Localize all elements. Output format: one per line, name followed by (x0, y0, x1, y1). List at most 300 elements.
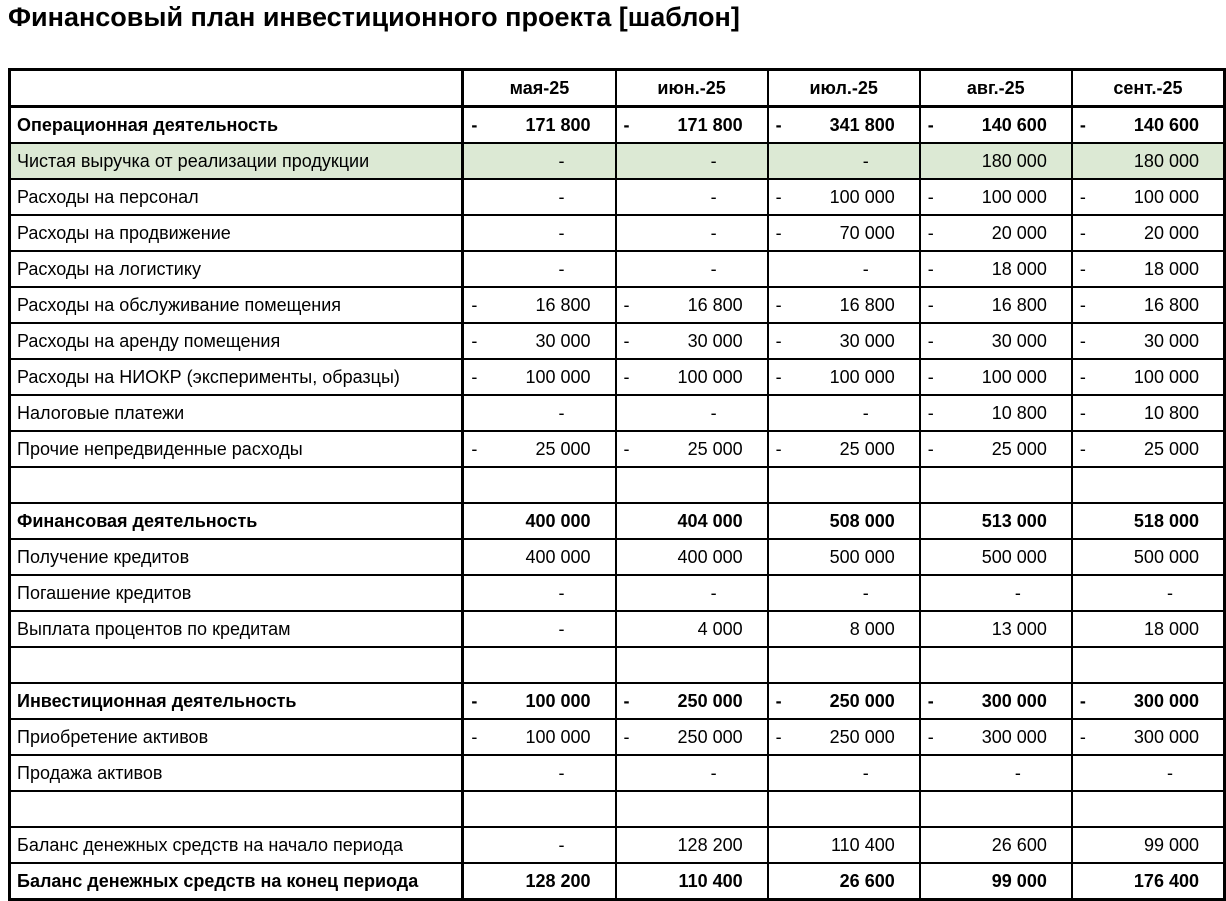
cell-amount: 140 600 (981, 114, 1047, 135)
minus-sign: - (1079, 222, 1086, 243)
value-cell-loans-repayment-col0[interactable] (463, 575, 616, 611)
minus-sign: - (623, 690, 630, 711)
cell-amount: 100 000 (525, 726, 591, 747)
row-label-spacer-3[interactable] (10, 791, 463, 827)
table-row-asset-sale (10, 755, 1225, 791)
minus-sign: - (623, 294, 630, 315)
zero-dash: - (710, 402, 717, 423)
value-cell-personnel-costs-col1[interactable] (616, 179, 768, 215)
value-cell-financial-activity-col0[interactable] (463, 503, 616, 539)
cell-amount: 20 000 (1143, 222, 1199, 243)
cell-amount: 404 000 (677, 510, 743, 531)
value-cell-asset-sale-col4[interactable] (1072, 755, 1225, 791)
cell-amount: 25 000 (535, 438, 591, 459)
zero-dash: - (710, 186, 717, 207)
value-cell-net-revenue-col1[interactable] (616, 143, 768, 179)
cell-amount: 500 000 (829, 546, 895, 567)
table-row-asset-acquisition (10, 719, 1225, 755)
cell-amount: 180 000 (981, 150, 1047, 171)
cell-amount: 30 000 (1143, 330, 1199, 351)
value-cell-tax-payments-col1[interactable] (616, 395, 768, 431)
table-row-spacer-1 (10, 467, 1225, 503)
minus-sign: - (927, 114, 934, 135)
table-row-maintenance-costs (10, 287, 1225, 323)
row-label-maintenance-costs[interactable]: Расходы на обслуживание помещения (10, 287, 463, 323)
value-cell-asset-sale-col1[interactable] (616, 755, 768, 791)
minus-sign: - (1079, 258, 1086, 279)
value-cell-net-revenue-col2[interactable] (768, 143, 920, 179)
value-cell-spacer-1-col2[interactable] (768, 467, 920, 503)
minus-sign: - (471, 366, 478, 387)
cell-amount: 508 000 (829, 510, 895, 531)
minus-sign: - (775, 330, 782, 351)
value-cell-interest-payments-col2[interactable] (768, 611, 920, 647)
cell-amount: 16 800 (687, 294, 743, 315)
value-cell-interest-payments-col4[interactable] (1072, 611, 1225, 647)
value-cell-tax-payments-col0[interactable] (463, 395, 616, 431)
row-label-balance-start[interactable]: Баланс денежных средств на начало периода (10, 827, 463, 863)
minus-sign: - (471, 330, 478, 351)
value-cell-balance-end-col1[interactable] (616, 863, 768, 900)
value-cell-spacer-1-col0[interactable] (463, 467, 616, 503)
cell-amount: 300 000 (981, 690, 1047, 711)
row-label-promotion-costs[interactable]: Расходы на продвижение (10, 215, 463, 251)
cell-amount: 400 000 (677, 546, 743, 567)
value-cell-maintenance-costs-col3[interactable] (920, 287, 1072, 323)
zero-dash: - (710, 582, 717, 603)
row-label-loans-repayment[interactable]: Погашение кредитов (10, 575, 463, 611)
minus-sign: - (927, 186, 934, 207)
value-cell-asset-sale-col0[interactable] (463, 755, 616, 791)
minus-sign: - (471, 114, 478, 135)
cell-amount: 250 000 (829, 690, 895, 711)
cell-amount: 18 000 (991, 258, 1047, 279)
zero-dash: - (862, 582, 869, 603)
value-cell-spacer-3-col1[interactable] (616, 791, 768, 827)
value-cell-asset-acquisition-col4[interactable] (1072, 719, 1225, 755)
financial-plan-table (8, 68, 1226, 901)
value-cell-balance-end-col2[interactable] (768, 863, 920, 900)
zero-dash: - (558, 618, 565, 639)
zero-dash: - (862, 258, 869, 279)
cell-amount: 8 000 (849, 618, 895, 639)
minus-sign: - (775, 186, 782, 207)
value-cell-spacer-2-col4[interactable] (1072, 647, 1225, 683)
minus-sign: - (927, 222, 934, 243)
value-cell-promotion-costs-col3[interactable] (920, 215, 1072, 251)
cell-amount: 100 000 (1133, 186, 1199, 207)
value-cell-balance-end-col3[interactable] (920, 863, 1072, 900)
zero-dash: - (1014, 582, 1021, 603)
cell-amount: 250 000 (677, 726, 743, 747)
value-cell-balance-start-col0[interactable] (463, 827, 616, 863)
value-cell-investment-activity-col0[interactable] (463, 683, 616, 719)
zero-dash: - (558, 258, 565, 279)
value-cell-balance-start-col1[interactable] (616, 827, 768, 863)
minus-sign: - (775, 294, 782, 315)
value-cell-promotion-costs-col2[interactable] (768, 215, 920, 251)
row-label-operating-activity[interactable]: Операционная деятельность (10, 107, 463, 144)
value-cell-balance-start-col3[interactable] (920, 827, 1072, 863)
cell-amount: 513 000 (981, 510, 1047, 531)
value-cell-spacer-3-col4[interactable] (1072, 791, 1225, 827)
cell-amount: 100 000 (829, 186, 895, 207)
value-cell-loans-repayment-col4[interactable] (1072, 575, 1225, 611)
cell-amount: 110 400 (831, 834, 895, 855)
value-cell-net-revenue-col4[interactable] (1072, 143, 1225, 179)
value-cell-maintenance-costs-col2[interactable] (768, 287, 920, 323)
value-cell-operating-activity-col3[interactable] (920, 107, 1072, 144)
value-cell-rent-costs-col1[interactable] (616, 323, 768, 359)
column-header-month-4[interactable]: сент.-25 (1072, 70, 1225, 107)
column-header-month-0[interactable]: мая-25 (463, 70, 616, 107)
cell-amount: 110 400 (678, 870, 743, 891)
cell-amount: 300 000 (1133, 726, 1199, 747)
cell-amount: 500 000 (981, 546, 1047, 567)
minus-sign: - (471, 726, 478, 747)
value-cell-tax-payments-col3[interactable] (920, 395, 1072, 431)
row-label-investment-activity[interactable]: Инвестиционная деятельность (10, 683, 463, 719)
cell-amount: 100 000 (525, 690, 591, 711)
minus-sign: - (1079, 366, 1086, 387)
value-cell-net-revenue-col0[interactable] (463, 143, 616, 179)
zero-dash: - (558, 762, 565, 783)
minus-sign: - (623, 366, 630, 387)
cell-amount: 70 000 (839, 222, 895, 243)
zero-dash: - (558, 582, 565, 603)
value-cell-balance-start-col2[interactable] (768, 827, 920, 863)
value-cell-logistics-costs-col3[interactable] (920, 251, 1072, 287)
row-label-financial-activity[interactable]: Финансовая деятельность (10, 503, 463, 539)
minus-sign: - (1079, 402, 1086, 423)
value-cell-loans-received-col2[interactable] (768, 539, 920, 575)
minus-sign: - (775, 690, 782, 711)
value-cell-promotion-costs-col1[interactable] (616, 215, 768, 251)
cell-amount: 16 800 (839, 294, 895, 315)
value-cell-personnel-costs-col3[interactable] (920, 179, 1072, 215)
value-cell-spacer-3-col0[interactable] (463, 791, 616, 827)
value-cell-logistics-costs-col1[interactable] (616, 251, 768, 287)
value-cell-maintenance-costs-col0[interactable] (463, 287, 616, 323)
value-cell-tax-payments-col2[interactable] (768, 395, 920, 431)
value-cell-other-costs-col2[interactable] (768, 431, 920, 467)
row-label-balance-end[interactable]: Баланс денежных средств на конец периода (10, 863, 463, 900)
value-cell-spacer-2-col3[interactable] (920, 647, 1072, 683)
value-cell-spacer-1-col1[interactable] (616, 467, 768, 503)
value-cell-operating-activity-col0[interactable] (463, 107, 616, 144)
table-row-loans-repayment (10, 575, 1225, 611)
value-cell-rnd-costs-col0[interactable] (463, 359, 616, 395)
cell-amount: 30 000 (839, 330, 895, 351)
row-label-asset-acquisition[interactable]: Приобретение активов (10, 719, 463, 755)
value-cell-logistics-costs-col0[interactable] (463, 251, 616, 287)
table-row-rent-costs (10, 323, 1225, 359)
value-cell-financial-activity-col3[interactable] (920, 503, 1072, 539)
zero-dash: - (1014, 762, 1021, 783)
value-cell-spacer-3-col2[interactable] (768, 791, 920, 827)
value-cell-rnd-costs-col3[interactable] (920, 359, 1072, 395)
value-cell-rent-costs-col4[interactable] (1072, 323, 1225, 359)
row-label-rnd-costs[interactable]: Расходы на НИОКР (эксперименты, образцы) (10, 359, 463, 395)
zero-dash: - (862, 762, 869, 783)
row-label-spacer-2[interactable] (10, 647, 463, 683)
zero-dash: - (558, 834, 565, 855)
minus-sign: - (1079, 186, 1086, 207)
value-cell-net-revenue-col3[interactable] (920, 143, 1072, 179)
value-cell-investment-activity-col4[interactable] (1072, 683, 1225, 719)
minus-sign: - (775, 114, 782, 135)
cell-amount: 500 000 (1133, 546, 1199, 567)
value-cell-personnel-costs-col2[interactable] (768, 179, 920, 215)
value-cell-interest-payments-col1[interactable] (616, 611, 768, 647)
cell-amount: 18 000 (1143, 258, 1199, 279)
value-cell-other-costs-col3[interactable] (920, 431, 1072, 467)
column-header-month-1[interactable]: июн.-25 (616, 70, 768, 107)
table-row-spacer-2 (10, 647, 1225, 683)
column-header-month-2[interactable]: июл.-25 (768, 70, 920, 107)
minus-sign: - (927, 690, 934, 711)
minus-sign: - (623, 438, 630, 459)
table-row-net-revenue (10, 143, 1225, 179)
table-row-interest-payments (10, 611, 1225, 647)
value-cell-asset-sale-col3[interactable] (920, 755, 1072, 791)
table-row-investment-activity (10, 683, 1225, 719)
row-label-loans-received[interactable]: Получение кредитов (10, 539, 463, 575)
table-row-other-costs (10, 431, 1225, 467)
minus-sign: - (927, 294, 934, 315)
value-cell-asset-acquisition-col3[interactable] (920, 719, 1072, 755)
cell-amount: 100 000 (525, 366, 591, 387)
cell-amount: 250 000 (677, 690, 743, 711)
zero-dash: - (558, 186, 565, 207)
cell-amount: 128 200 (525, 870, 591, 891)
value-cell-spacer-2-col0[interactable] (463, 647, 616, 683)
minus-sign: - (775, 222, 782, 243)
value-cell-logistics-costs-col2[interactable] (768, 251, 920, 287)
cell-amount: 30 000 (535, 330, 591, 351)
cell-amount: 171 800 (525, 114, 591, 135)
value-cell-loans-repayment-col2[interactable] (768, 575, 920, 611)
zero-dash: - (710, 150, 717, 171)
minus-sign: - (471, 294, 478, 315)
value-cell-maintenance-costs-col4[interactable] (1072, 287, 1225, 323)
minus-sign: - (1079, 726, 1086, 747)
table-row-balance-start (10, 827, 1225, 863)
cell-amount: 140 600 (1133, 114, 1199, 135)
cell-amount: 171 800 (677, 114, 743, 135)
cell-amount: 25 000 (687, 438, 743, 459)
row-label-spacer-1[interactable] (10, 467, 463, 503)
cell-amount: 300 000 (981, 726, 1047, 747)
value-cell-rnd-costs-col4[interactable] (1072, 359, 1225, 395)
zero-dash: - (1167, 762, 1173, 783)
value-cell-financial-activity-col4[interactable] (1072, 503, 1225, 539)
zero-dash: - (862, 402, 869, 423)
table-row-tax-payments (10, 395, 1225, 431)
minus-sign: - (1079, 438, 1086, 459)
minus-sign: - (927, 330, 934, 351)
zero-dash: - (558, 150, 565, 171)
minus-sign: - (1079, 294, 1086, 315)
page-title: Финансовый план инвестиционного проекта [шаблон] (8, 2, 740, 32)
minus-sign: - (623, 114, 630, 135)
cell-amount: 100 000 (829, 366, 895, 387)
value-cell-logistics-costs-col4[interactable] (1072, 251, 1225, 287)
value-cell-other-costs-col0[interactable] (463, 431, 616, 467)
minus-sign: - (927, 366, 934, 387)
corner-cell[interactable] (10, 70, 463, 107)
value-cell-balance-end-col0[interactable] (463, 863, 616, 900)
value-cell-personnel-costs-col0[interactable] (463, 179, 616, 215)
cell-amount: 25 000 (839, 438, 895, 459)
value-cell-asset-acquisition-col1[interactable] (616, 719, 768, 755)
value-cell-operating-activity-col2[interactable] (768, 107, 920, 144)
row-label-interest-payments[interactable]: Выплата процентов по кредитам (10, 611, 463, 647)
value-cell-asset-sale-col2[interactable] (768, 755, 920, 791)
value-cell-investment-activity-col2[interactable] (768, 683, 920, 719)
row-label-tax-payments[interactable]: Налоговые платежи (10, 395, 463, 431)
value-cell-investment-activity-col3[interactable] (920, 683, 1072, 719)
value-cell-balance-start-col4[interactable] (1072, 827, 1225, 863)
cell-amount: 26 600 (991, 834, 1047, 855)
value-cell-loans-repayment-col1[interactable] (616, 575, 768, 611)
row-label-logistics-costs[interactable]: Расходы на логистику (10, 251, 463, 287)
value-cell-loans-received-col1[interactable] (616, 539, 768, 575)
value-cell-promotion-costs-col0[interactable] (463, 215, 616, 251)
table-row-promotion-costs (10, 215, 1225, 251)
value-cell-maintenance-costs-col1[interactable] (616, 287, 768, 323)
minus-sign: - (623, 726, 630, 747)
value-cell-spacer-1-col3[interactable] (920, 467, 1072, 503)
value-cell-spacer-2-col2[interactable] (768, 647, 920, 683)
cell-amount: 18 000 (1143, 618, 1199, 639)
cell-amount: 30 000 (991, 330, 1047, 351)
cell-amount: 300 000 (1133, 690, 1199, 711)
row-label-other-costs[interactable]: Прочие непредвиденные расходы (10, 431, 463, 467)
value-cell-asset-acquisition-col0[interactable] (463, 719, 616, 755)
table-row-balance-end (10, 863, 1225, 900)
value-cell-rent-costs-col0[interactable] (463, 323, 616, 359)
cell-amount: 176 400 (1133, 870, 1199, 891)
header-row (10, 70, 1225, 107)
row-label-rent-costs[interactable]: Расходы на аренду помещения (10, 323, 463, 359)
cell-amount: 13 000 (991, 618, 1047, 639)
minus-sign: - (1079, 330, 1086, 351)
cell-amount: 26 600 (839, 870, 895, 891)
cell-amount: 100 000 (981, 366, 1047, 387)
value-cell-interest-payments-col3[interactable] (920, 611, 1072, 647)
zero-dash: - (558, 222, 565, 243)
cell-amount: 16 800 (535, 294, 591, 315)
value-cell-asset-acquisition-col2[interactable] (768, 719, 920, 755)
value-cell-spacer-3-col3[interactable] (920, 791, 1072, 827)
cell-amount: 25 000 (1143, 438, 1199, 459)
minus-sign: - (1079, 690, 1086, 711)
value-cell-investment-activity-col1[interactable] (616, 683, 768, 719)
cell-amount: 10 800 (1143, 402, 1199, 423)
minus-sign: - (927, 402, 934, 423)
cell-amount: 100 000 (1133, 366, 1199, 387)
minus-sign: - (927, 726, 934, 747)
cell-amount: 250 000 (829, 726, 895, 747)
value-cell-promotion-costs-col4[interactable] (1072, 215, 1225, 251)
value-cell-balance-end-col4[interactable] (1072, 863, 1225, 900)
value-cell-spacer-2-col1[interactable] (616, 647, 768, 683)
cell-amount: 20 000 (991, 222, 1047, 243)
row-label-personnel-costs[interactable]: Расходы на персонал (10, 179, 463, 215)
cell-amount: 100 000 (677, 366, 743, 387)
cell-amount: 4 000 (697, 618, 743, 639)
value-cell-loans-repayment-col3[interactable] (920, 575, 1072, 611)
value-cell-interest-payments-col0[interactable] (463, 611, 616, 647)
cell-amount: 100 000 (981, 186, 1047, 207)
table-row-operating-activity (10, 107, 1225, 144)
table-row-spacer-3 (10, 791, 1225, 827)
cell-amount: 99 000 (1143, 834, 1199, 855)
zero-dash: - (862, 150, 869, 171)
table-row-logistics-costs (10, 251, 1225, 287)
table-row-loans-received (10, 539, 1225, 575)
minus-sign: - (927, 258, 934, 279)
cell-amount: 99 000 (991, 870, 1047, 891)
value-cell-rnd-costs-col1[interactable] (616, 359, 768, 395)
value-cell-other-costs-col1[interactable] (616, 431, 768, 467)
cell-amount: 400 000 (525, 510, 591, 531)
value-cell-other-costs-col4[interactable] (1072, 431, 1225, 467)
minus-sign: - (775, 366, 782, 387)
row-label-asset-sale[interactable]: Продажа активов (10, 755, 463, 791)
cell-amount: 30 000 (687, 330, 743, 351)
table-row-personnel-costs (10, 179, 1225, 215)
zero-dash: - (710, 258, 717, 279)
zero-dash: - (1167, 582, 1173, 603)
value-cell-rent-costs-col2[interactable] (768, 323, 920, 359)
zero-dash: - (710, 762, 717, 783)
value-cell-financial-activity-col2[interactable] (768, 503, 920, 539)
value-cell-loans-received-col0[interactable] (463, 539, 616, 575)
cell-amount: 16 800 (1143, 294, 1199, 315)
minus-sign: - (471, 438, 478, 459)
minus-sign: - (623, 330, 630, 351)
minus-sign: - (927, 438, 934, 459)
row-label-net-revenue[interactable]: Чистая выручка от реализации продукции (10, 143, 463, 179)
value-cell-rnd-costs-col2[interactable] (768, 359, 920, 395)
value-cell-tax-payments-col4[interactable] (1072, 395, 1225, 431)
cell-amount: 400 000 (525, 546, 591, 567)
value-cell-rent-costs-col3[interactable] (920, 323, 1072, 359)
cell-amount: 128 200 (677, 834, 743, 855)
cell-amount: 518 000 (1133, 510, 1199, 531)
value-cell-loans-received-col3[interactable] (920, 539, 1072, 575)
cell-amount: 341 800 (829, 114, 895, 135)
value-cell-financial-activity-col1[interactable] (616, 503, 768, 539)
table-row-rnd-costs (10, 359, 1225, 395)
cell-amount: 16 800 (991, 294, 1047, 315)
value-cell-spacer-1-col4[interactable] (1072, 467, 1225, 503)
column-header-month-3[interactable]: авг.-25 (920, 70, 1072, 107)
cell-amount: 10 800 (991, 402, 1047, 423)
table-row-financial-activity (10, 503, 1225, 539)
minus-sign: - (471, 690, 478, 711)
value-cell-operating-activity-col1[interactable] (616, 107, 768, 144)
zero-dash: - (558, 402, 565, 423)
value-cell-loans-received-col4[interactable] (1072, 539, 1225, 575)
value-cell-operating-activity-col4[interactable] (1072, 107, 1225, 144)
value-cell-personnel-costs-col4[interactable] (1072, 179, 1225, 215)
minus-sign: - (775, 726, 782, 747)
zero-dash: - (710, 222, 717, 243)
cell-amount: 25 000 (991, 438, 1047, 459)
